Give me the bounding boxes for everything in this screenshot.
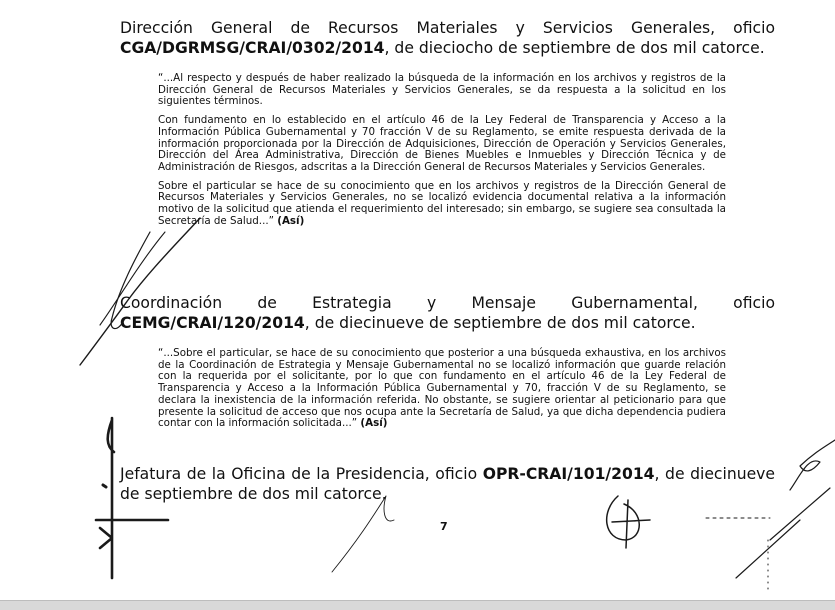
quote-paragraph: Sobre el particular se hace de su conocimiento que en los archivos y registros de la Dirección General de Recursos Materiales y Servicios Generales, no se localizó evidencia documental relativa a la información motivo de la solicitud que atienda el requerimiento del interesado; sin embargo, se sugiere sea consultada la Secretaría de Salud...” (Así): [158, 179, 726, 227]
page-number: 7: [440, 520, 448, 533]
oficio-code: OPR-CRAI/101/2014: [482, 465, 655, 483]
dot-mark: [103, 485, 106, 487]
quote-paragraph: “...Sobre el particular, se hace de su conocimiento que posterior a una búsqueda exhaustiva, en los archivos de la Coordinación de Estrategia y Mensaje Gubernamental no se localizó información que guarde relación con la requerida por el solicitante, por lo que con fundamento en el artículo 46 de la Ley Federal de Transparencia y Acceso a la Información Pública Gubernamental y 70, fracción V de su Reglamento, se declara la inexistencia de la información referida. No obstante, se sugiere orientar al peticionario para que presente la solicitud de acceso que nos ocupa ante la Secretaría de Salud, ya que dicha dependencia pudiera contar con la información solicitada...” (Así): [158, 347, 726, 430]
section-text-rest: , de diecinueve de septiembre de dos mil catorce.: [120, 465, 775, 503]
initials-mark-center: [332, 496, 394, 572]
oficio-code: CEMG/CRAI/120/2014: [120, 314, 305, 332]
section-text: Jefatura de la Oficina de la Presidencia, oficio: [120, 465, 483, 483]
signature-stroke-right: [736, 440, 835, 578]
section-text-rest: , de dieciocho de septiembre de dos mil catorce.: [384, 39, 765, 57]
asi-tag: (Así): [277, 214, 305, 227]
quote-paragraph: “...Al respecto y después de haber realizado la búsqueda de la información en los archivos y registros de la Dirección General de Recursos Materiales y Servicios Generales, se da respuesta a la solicitud en los siguientes términos.: [158, 72, 726, 108]
section-heading-opr: [120, 464, 775, 504]
quote-block-dgrmsg: [158, 73, 726, 234]
section-heading-cemg: [120, 293, 775, 333]
section-text: Dirección General de Recursos Materiales y Servicios Generales, oficio: [120, 19, 775, 37]
asi-tag: (Así): [360, 417, 388, 430]
signature-stroke-left: [80, 218, 200, 365]
section-text-rest: , de diecinueve de septiembre de dos mil catorce.: [304, 314, 696, 332]
section-text: Coordinación de Estrategia y Mensaje Gubernamental, oficio: [120, 294, 775, 312]
quote-paragraph: Con fundamento en lo establecido en el artículo 46 de la Ley Federal de Transparencia y Acceso a la Información Pública Gubernamental y 70 fracción V de su Reglamento, se emite respuesta derivada de la información proporcionada por la Dirección de Adquisiciones, Dirección de Operación y Servicios Generales, Dirección del Área Administrativa, Dirección de Bienes Muebles e Inmuebles y Dirección Técnica y de Administración de Riesgos, adscritas a la Dirección General de Recursos Materiales y Servicios Generales.: [158, 114, 726, 173]
quote-block-cemg: [158, 348, 726, 437]
section-heading-dgrmsg: [120, 18, 775, 58]
oficio-code: CGA/DGRMSG/CRAI/0302/2014: [120, 39, 385, 57]
